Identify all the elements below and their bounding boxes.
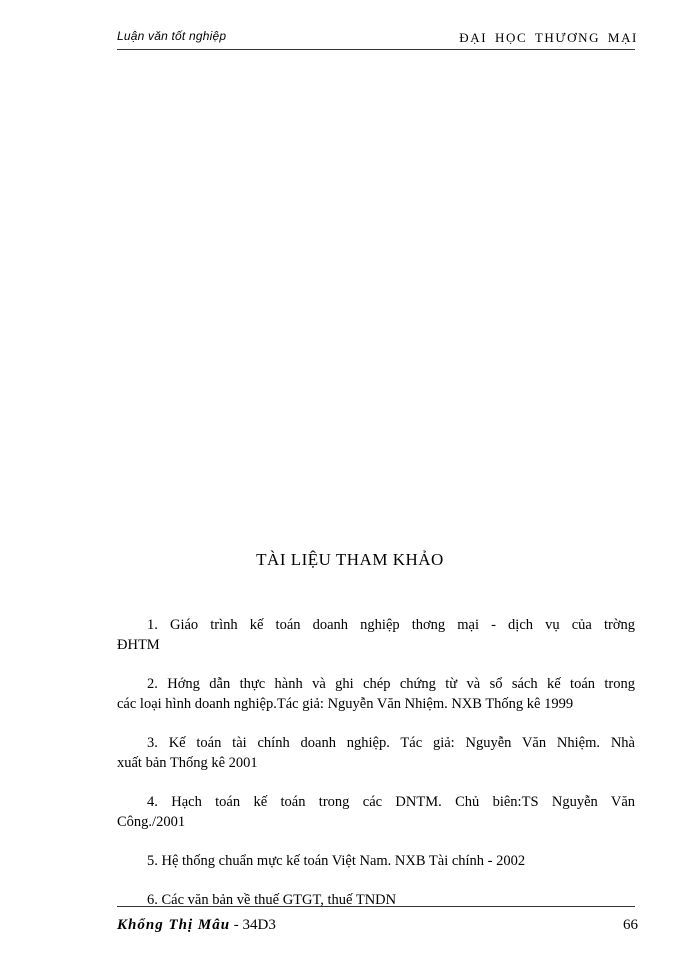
header-left-text: Luận văn tốt nghiệp	[117, 29, 227, 43]
reference-item-6	[147, 890, 635, 910]
reference-4-line-2: Công./2001	[117, 814, 186, 830]
reference-1-line-1: 1. Giáo trình kế toán doanh nghiệp thơng mại - dịch vụ của trờng	[147, 617, 635, 633]
reference-4-line-1: 4. Hạch toán kế toán trong các DNTM. Chủ biên:TS Nguyễn Văn	[147, 794, 635, 810]
reference-item-1	[117, 615, 635, 655]
footer-left	[117, 917, 276, 934]
header-divider	[117, 49, 635, 50]
reference-2-line-1: 2. Hớng dẫn thực hành và ghi chép chứng từ và sổ sách kế toán trong	[147, 676, 635, 692]
reference-item-2	[117, 674, 635, 714]
footer-class-code: - 34D3	[230, 917, 276, 933]
reference-2-line-2: các loại hình doanh nghiệp.Tác giả: Nguyễn Văn Nhiệm. NXB Thống kê 1999	[117, 696, 574, 712]
reference-5-line-1: 5. Hệ thống chuẩn mực kế toán Việt Nam. NXB Tài chính - 2002	[147, 853, 526, 869]
reference-item-5	[147, 851, 635, 871]
reference-item-3	[117, 733, 635, 773]
reference-item-4	[117, 792, 635, 832]
page-number: 66	[623, 917, 638, 933]
footer-divider	[117, 906, 635, 907]
reference-3-line-2: xuất bản Thống kê 2001	[117, 755, 258, 771]
reference-6-line-1: 6. Các văn bản về thuế GTGT, thuế TNDN	[147, 892, 397, 908]
footer-author: Khổng Thị Mâu	[117, 917, 231, 933]
page-title: TÀI LIỆU THAM KHẢO	[256, 550, 444, 569]
header-right-text: ĐẠI HỌC THƯƠNG MẠI	[459, 30, 638, 45]
reference-1-line-2: ĐHTM	[117, 637, 160, 653]
reference-list	[117, 615, 635, 929]
reference-3-line-1: 3. Kế toán tài chính doanh nghiệp. Tác giả: Nguyễn Văn Nhiệm. Nhà	[147, 735, 635, 751]
